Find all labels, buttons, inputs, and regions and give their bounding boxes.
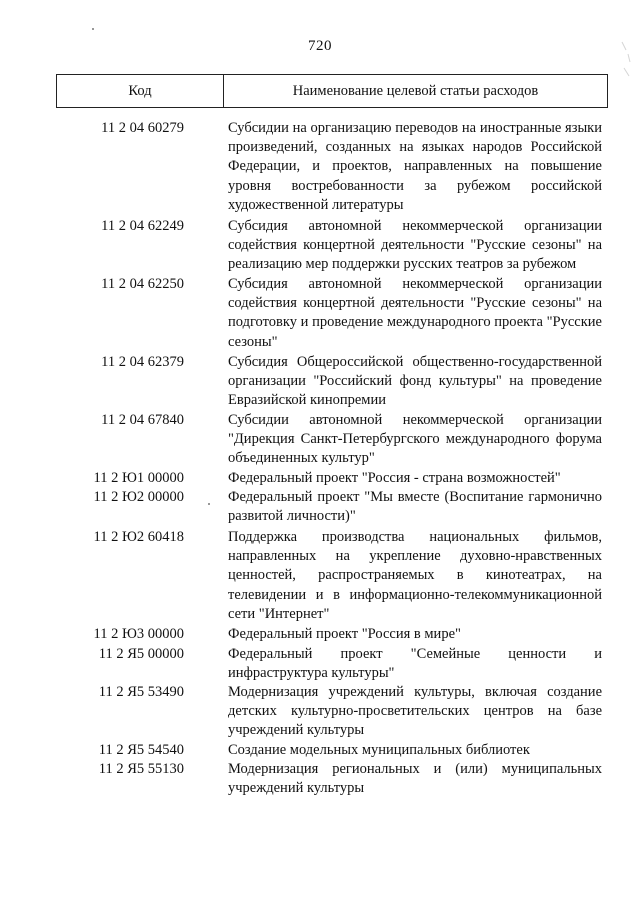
row-text: Субсидии автономной некоммерческой организации "Дирекция Санкт-Петербургского международного форума объединенных культур" <box>228 412 602 467</box>
row-text: Субсидии на организацию переводов на иностранные языки произведений, созданных на языках народов Российской Федерации, и проектов, направленных на повышение уровня востребованности за рубежом российской художественной литературы <box>228 120 602 213</box>
row-code: 11 2 Я5 00000 <box>98 646 184 662</box>
row-code: 11 2 04 67840 <box>101 412 184 428</box>
row-text: Федеральный проект "Россия в мире" <box>228 626 461 642</box>
table-row <box>56 411 608 469</box>
row-text: Субсидия автономной некоммерческой организации содействия концертной деятельности "Русские сезоны" на подготовку и проведение международного проекта "Русские сезоны" <box>228 276 602 350</box>
table-body <box>56 119 608 800</box>
row-code: 11 2 Ю1 00000 <box>93 470 184 486</box>
table-row <box>56 760 608 800</box>
row-text: Федеральный проект "Россия - страна возможностей" <box>228 470 561 486</box>
table-row <box>56 119 608 217</box>
row-text: Модернизация учреждений культуры, включая создание детских культурно-просветительских центров на базе учреждений культуры <box>228 684 602 739</box>
row-text: Субсидия Общероссийской общественно-государственной организации "Российский фонд культуры" на проведение Евразийской кинопремии <box>228 354 602 409</box>
row-code: 11 2 04 60279 <box>101 120 184 136</box>
table-row <box>56 275 608 353</box>
scan-speck <box>208 503 210 505</box>
row-text: Поддержка производства национальных фильмов, направленных на укрепление духовно-нравственных ценностей, распространяемых в кинотеатрах, на телевидении и в информационно-телекоммуникационной сети "Интернет" <box>228 529 602 622</box>
table-row <box>56 683 608 741</box>
row-code: 11 2 Ю2 60418 <box>93 529 184 545</box>
page-number: 720 <box>308 38 332 54</box>
table-row <box>56 353 608 411</box>
header-name: Наименование целевой статьи расходов <box>292 82 539 99</box>
row-text: Федеральный проект "Мы вместе (Воспитание гармонично развитой личности)" <box>228 489 602 525</box>
row-text: Создание модельных муниципальных библиотек <box>228 742 530 758</box>
table-row <box>56 741 608 760</box>
scan-edge-mark <box>620 40 634 80</box>
row-text: Модернизация региональных и (или) муниципальных учреждений культуры <box>228 761 602 797</box>
row-text: Федеральный проект "Семейные ценности и инфраструктура культуры" <box>228 646 602 682</box>
row-code: 11 2 Я5 54540 <box>98 742 184 758</box>
table-header <box>56 74 608 108</box>
row-code: 11 2 Ю3 00000 <box>93 626 184 642</box>
table-row <box>56 528 608 625</box>
scan-speck <box>92 28 94 30</box>
row-code: 11 2 04 62379 <box>101 354 184 370</box>
row-code: 11 2 Я5 55130 <box>98 761 184 777</box>
row-code: 11 2 04 62249 <box>101 218 184 234</box>
table-row <box>56 469 608 488</box>
row-code: 11 2 Ю2 00000 <box>93 489 184 505</box>
table-row <box>56 217 608 275</box>
row-code: 11 2 04 62250 <box>101 276 184 292</box>
row-text: Субсидия автономной некоммерческой организации содействия концертной деятельности "Русские сезоны" на реализацию мер поддержки русских театров за рубежом <box>228 218 602 273</box>
header-code: Код <box>57 75 224 107</box>
table-row <box>56 488 608 528</box>
row-code: 11 2 Я5 53490 <box>98 684 184 700</box>
table-row <box>56 645 608 683</box>
table-row <box>56 625 608 645</box>
